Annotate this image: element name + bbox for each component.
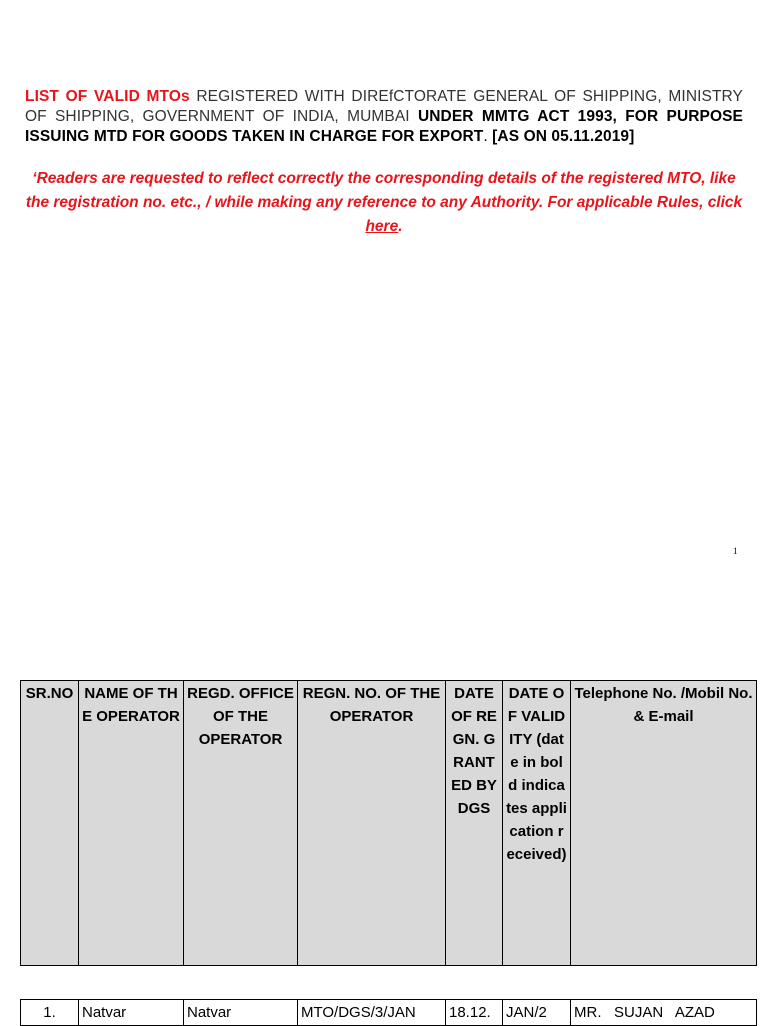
cell-contact: MR. SUJAN AZAD [571, 1000, 757, 1026]
header-regd-office: REGD. OFFICE OF THE OPERATOR [184, 681, 298, 966]
intro-registered-text: REGISTERED WITH DIREfCTORATE GENERAL OF SHIPPING, MINISTRY OF SHIPPING, GOVERNMENT OF INDIA, MUMBAI [25, 88, 743, 125]
header-contact: Telephone No. /Mobil No. & E-mail [571, 681, 757, 966]
header-regn-no: REGN. NO. OF THE OPERATOR [298, 681, 446, 966]
cell-regd-office: Natvar [184, 1000, 298, 1026]
intro-date: [AS ON 05.11.2019] [492, 128, 635, 145]
rules-link[interactable]: here [365, 218, 399, 235]
header-date-of-validity: DATE OF VALIDITY (date in bold indicates application received) [503, 681, 571, 966]
header-date-of-regn: DATE OF REGN. GRANTED BY DGS [446, 681, 503, 966]
reader-note [25, 167, 743, 239]
cell-operator-name: Natvar [79, 1000, 184, 1026]
header-row [21, 681, 757, 966]
reader-note-end: . [398, 218, 403, 235]
page-number: 1 [733, 546, 738, 556]
header-operator-name: NAME OF THE OPERATOR [79, 681, 184, 966]
intro-dot: . [483, 128, 493, 145]
intro-paragraph [25, 87, 743, 147]
intro-heading: LIST OF VALID MTOs [25, 88, 190, 105]
mto-header-table [20, 680, 757, 966]
intro-act-text: UNDER MMTG ACT 1993, FOR PURPOSE ISSUING MTD FOR GOODS TAKEN IN CHARGE FOR EXPORT [25, 108, 743, 145]
cell-date-of-regn: 18.12. [446, 1000, 503, 1026]
header-sr-no: SR.NO [21, 681, 79, 966]
cell-sr-no: 1. [21, 1000, 79, 1026]
cell-date-of-validity: JAN/2 [503, 1000, 571, 1026]
reader-note-text: ‘Readers are requested to reflect correctly the corresponding details of the registered MTO, like the registration no. etc., / while making any reference to any Authority. For applicable Rules, click [25, 170, 743, 211]
cell-regn-no: MTO/DGS/3/JAN [298, 1000, 446, 1026]
table-row [21, 1000, 757, 1026]
mto-data-table [20, 999, 757, 1026]
